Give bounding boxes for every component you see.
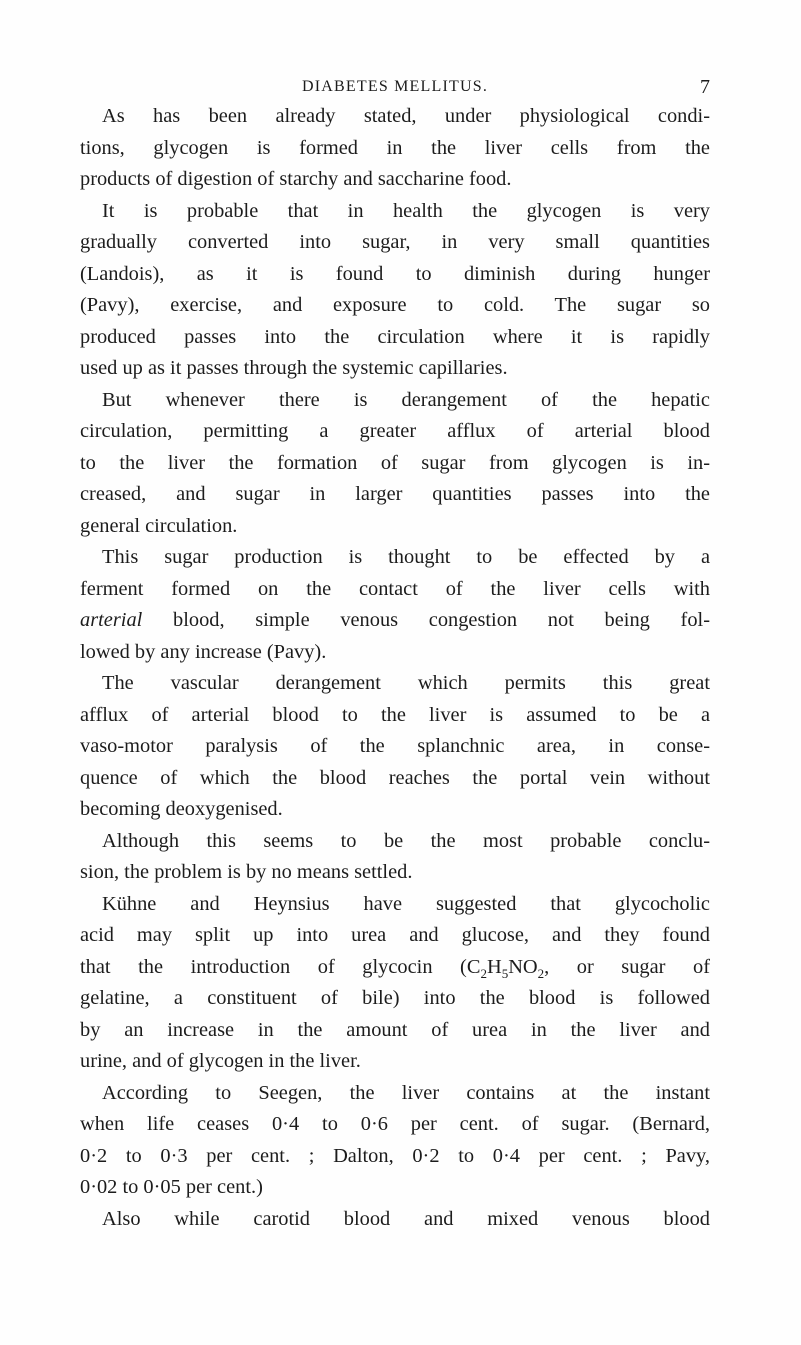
text-line: 0·02 to 0·05 per cent.) [80, 1176, 263, 1198]
text-line: acid may split up into urea and glucose, and they found [80, 924, 710, 946]
text-line: 0·2 to 0·3 per cent. ; Dalton, 0·2 to 0·4 per cent. ; Pavy, [80, 1144, 710, 1167]
text-line: circulation, permitting a greater afflux of arterial blood [80, 420, 710, 442]
text-line: Also while carotid blood and mixed venous blood [102, 1207, 710, 1230]
text-line: creased, and sugar in larger quantities passes into the [80, 483, 710, 505]
text-line [80, 952, 710, 984]
text-line: As has been already stated, under physiological condi- [102, 105, 710, 127]
text-line: to the liver the formation of sugar from glycogen is in- [80, 451, 710, 474]
text-line: urine, and of glycogen in the liver. [80, 1050, 361, 1072]
text-line: (Pavy), exercise, and exposure to cold. The sugar so [80, 294, 710, 316]
text-line: ferment formed on the contact of the liver cells with [80, 577, 710, 600]
text-line: becoming deoxygenised. [80, 798, 283, 820]
text-line: (Landois), as it is found to diminish during hunger [80, 262, 710, 285]
text-line: used up as it passes through the systemic capillaries. [80, 357, 508, 379]
text-line: products of digestion of starchy and saccharine food. [80, 168, 512, 190]
text-line: It is probable that in health the glycogen is very [102, 199, 710, 222]
text-line: gelatine, a constituent of bile) into the blood is followed [80, 987, 710, 1009]
chemical-formula: $C_2H_5NO_2$ [466, 955, 545, 981]
running-head: DIABETES MELLITUS. [301, 78, 489, 95]
text-line: when life ceases 0·4 to 0·6 per cent. of sugar. (Bernard, [80, 1113, 710, 1135]
page-header [80, 74, 710, 100]
text-line: by an increase in the amount of urea in the liver and [80, 1018, 710, 1041]
text-line: Although this seems to be the most probable conclu- [102, 829, 710, 852]
text-line: According to Seegen, the liver contains at the instant [102, 1081, 710, 1104]
body-text [80, 101, 710, 1235]
text-line: The vascular derangement which permits this great [102, 672, 710, 694]
text-line: produced passes into the circulation where it is rapidly [80, 325, 710, 348]
text-line: lowed by any increase (Pavy). [80, 640, 327, 663]
italic-word: arterial [80, 609, 143, 631]
text-line: tions, glycogen is formed in the liver cells from the [80, 136, 710, 159]
text-line: But whenever there is derangement of the hepatic [102, 388, 710, 411]
line-text: , or sugar of [544, 955, 710, 978]
text-line [80, 605, 710, 637]
text-line: This sugar production is thought to be effected by a [102, 546, 710, 568]
text-line: vaso-motor paralysis of the splanchnic area, in conse- [80, 735, 710, 757]
page-number: 7 [700, 76, 710, 98]
text-line: afflux of arterial blood to the liver is assumed to be a [80, 703, 710, 726]
text-line: gradually converted into sugar, in very small quantities [80, 231, 710, 253]
text-line: quence of which the blood reaches the portal vein without [80, 766, 710, 789]
text-line: sion, the problem is by no means settled. [80, 861, 413, 883]
text-line: general circulation. [80, 514, 238, 537]
line-text: that the introduction of glycocin ( [80, 955, 467, 978]
line-text: blood, simple venous congestion not being fol- [173, 609, 710, 631]
text-line: Kühne and Heynsius have suggested that glycocholic [102, 892, 710, 915]
